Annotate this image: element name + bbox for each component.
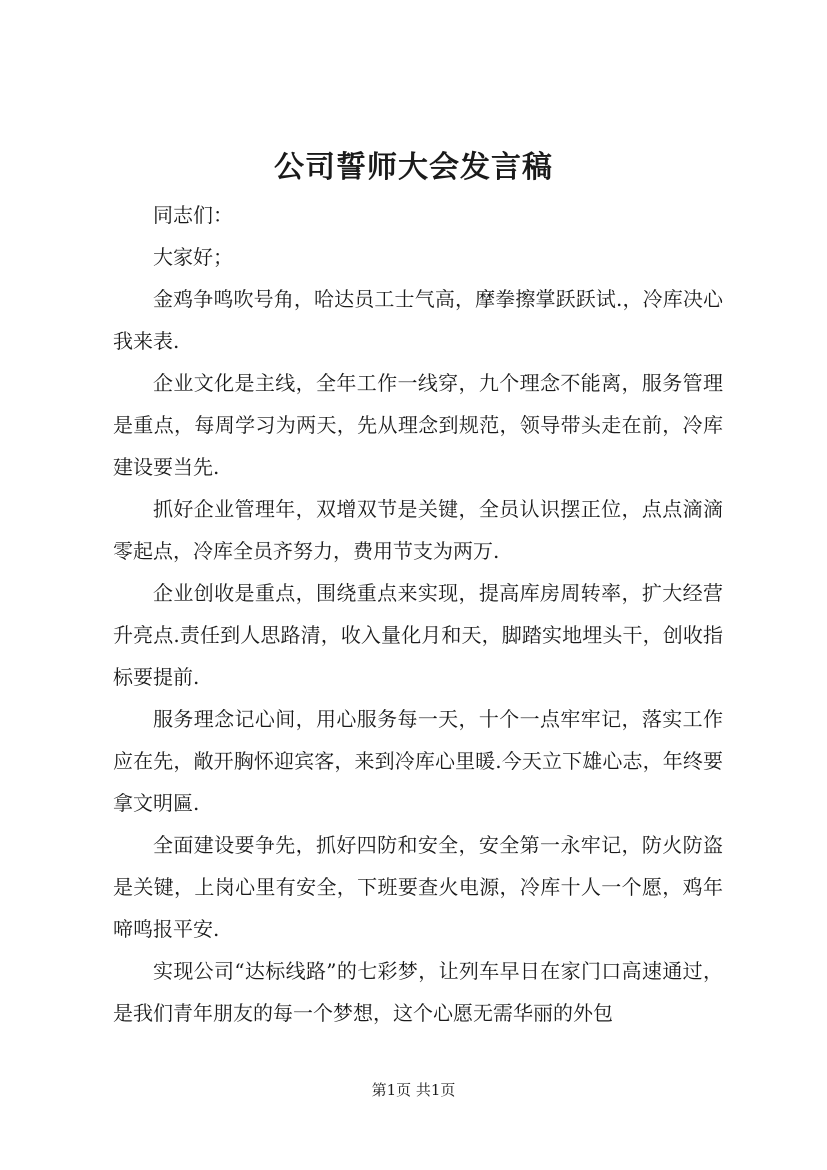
paragraph: 服务理念记心间，用心服务每一天，十个一点牢牢记，落实工作应在先，敞开胸怀迎宾客，来到冷库心里暖.今天立下雄心志，年终要拿文明匾.	[113, 707, 723, 815]
paragraph: 实现公司“达标线路”的七彩梦，让列车早日在家门口高速通过，是我们青年朋友的每一个梦想，这个心愿无需华丽的外包	[113, 959, 723, 1025]
paragraph: 抓好企业管理年，双增双节是关键，全员认识摆正位，点点滴滴零起点，冷库全员齐努力，费用节支为两万.	[113, 497, 723, 563]
paragraph-greeting: 同志们：	[153, 203, 233, 227]
paragraph: 企业创收是重点，围绕重点来实现，提高库房周转率，扩大经营升亮点.责任到人思路清，收入量化月和天，脚踏实地埋头干，创收指标要提前.	[113, 581, 723, 689]
document-body	[113, 194, 723, 1044]
document-title: 公司誓师大会发言稿	[274, 150, 553, 185]
paragraph: 企业文化是主线，全年工作一线穿，九个理念不能离，服务管理是重点，每周学习为两天，先从理念到规范，领导带头走在前，冷库建设要当先.	[113, 371, 723, 479]
paragraph: 金鸡争鸣吹号角，哈达员工士气高，摩拳擦掌跃跃试.，冷库决心我来表.	[113, 287, 723, 353]
paragraph-salutation: 大家好；	[153, 245, 233, 269]
page-footer: 第1页 共1页	[371, 1081, 456, 1099]
paragraph: 全面建设要争先，抓好四防和安全，安全第一永牢记，防火防盗是关键，上岗心里有安全，下班要查火电源，冷库十人一个愿，鸡年啼鸣报平安.	[113, 833, 723, 941]
